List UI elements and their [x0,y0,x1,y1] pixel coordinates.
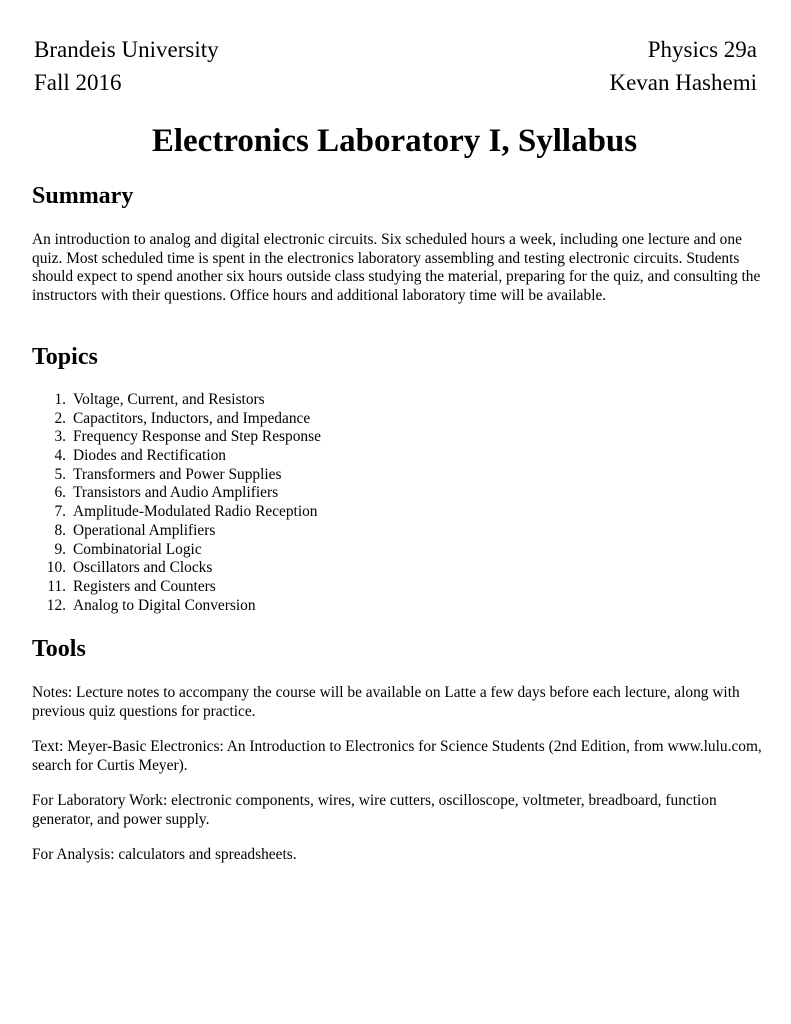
topic-label: Operational Amplifiers [73,521,216,539]
topic-number: 1. [54,391,66,408]
topic-label: Combinatorial Logic [73,540,202,558]
topic-number: 8. [54,521,66,539]
tools-analysis-paragraph: For Analysis: calculators and spreadsheets. [32,846,297,863]
topic-label: Capactitors, Inductors, and Impedance [73,409,311,427]
topic-number: 5. [54,465,66,483]
tools-text-paragraph: Text: Meyer-Basic Electronics: An Introduction to Electronics for Science Students (2nd Edition, from www.lulu.com, search for Curtis Meyer). [32,738,762,774]
topic-number: 4. [54,447,66,465]
instructor-name: Kevan Hashemi [609,70,757,95]
topic-label: Voltage, Current, and Resistors [73,391,265,408]
tools-heading: Tools [32,636,86,662]
term: Fall 2016 [34,70,122,95]
topic-number: 6. [54,484,66,502]
syllabus-page [32,0,762,863]
topics-heading: Topics [32,344,98,370]
topic-number: 12. [46,596,66,614]
topic-label: Oscillators and Clocks [73,559,213,577]
summary-paragraph: An introduction to analog and digital electronic circuits. Six scheduled hours a week, including one lecture and one quiz. Most scheduled time is spent in the electronics laboratory assembling and testing electronic circuits. Students should expect to spend another six hours outside class studying the material, preparing for the quiz, and consulting the instructors with their questions. Office hours and additional laboratory time will be available. [32,231,761,304]
institution-name: Brandeis University [34,37,219,62]
topic-label: Registers and Counters [73,577,216,595]
document-title: Electronics Laboratory I, Syllabus [151,123,638,159]
topic-label: Analog to Digital Conversion [73,596,256,614]
topic-number: 10. [46,559,66,577]
course-code: Physics 29a [647,37,757,62]
summary-heading: Summary [32,183,134,209]
topic-number: 3. [54,428,66,446]
tools-notes-paragraph: Notes: Lecture notes to accompany the course will be available on Latte a few days before each lecture, along with previous quiz questions for practice. [32,684,740,720]
topic-label: Diodes and Rectification [73,447,227,465]
topic-number: 7. [54,503,66,521]
topic-label: Transistors and Audio Amplifiers [73,484,279,502]
topic-label: Frequency Response and Step Response [73,428,321,446]
topic-label: Amplitude-Modulated Radio Reception [73,503,318,521]
topic-label: Transformers and Power Supplies [73,465,282,483]
document-header [32,0,757,100]
tools-lab-work-paragraph: For Laboratory Work: electronic components, wires, wire cutters, oscilloscope, voltmeter, breadboard, function generator, and power supply. [32,792,717,828]
topic-number: 9. [54,540,66,558]
topic-number: 11. [47,577,66,595]
topic-number: 2. [54,409,66,427]
